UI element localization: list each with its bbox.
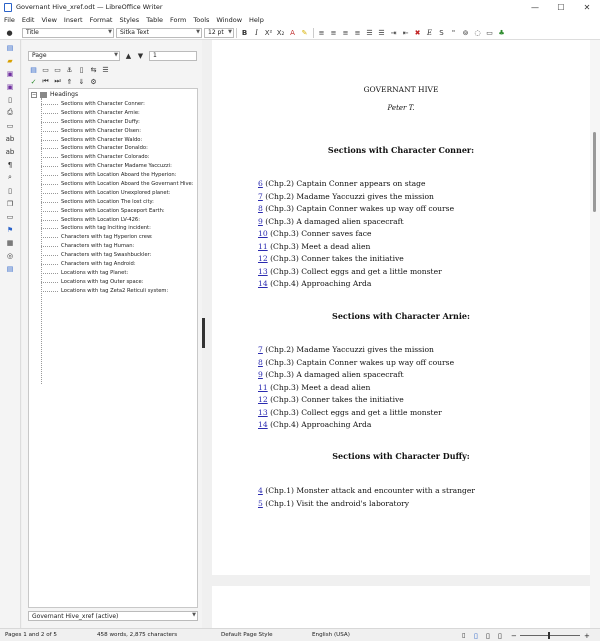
header-icon[interactable]: ▭: [42, 65, 49, 74]
page-link[interactable]: 12: [258, 395, 268, 404]
list-item: [258, 204, 454, 213]
navigate-by-value: Page: [32, 52, 47, 59]
find-icon[interactable]: ⌕: [8, 173, 12, 181]
gallery-icon[interactable]: ▦: [6, 238, 14, 247]
chevron-down-icon: ▼: [108, 28, 112, 35]
collapse-icon[interactable]: −: [32, 91, 37, 98]
align-left-icon[interactable]: ≡: [318, 28, 325, 37]
content-view-icon[interactable]: ▤: [30, 65, 37, 74]
paragraph-style-select[interactable]: [22, 28, 114, 38]
comment-icon[interactable]: ◌: [474, 28, 481, 37]
new-document-icon[interactable]: ▤: [6, 43, 14, 52]
navigator-header-row: [28, 50, 197, 61]
entry-text: (Chp.1) Visit the android's laboratory: [262, 498, 410, 508]
entry-text: (Chp.4) Approaching Arda: [267, 279, 372, 288]
page-link[interactable]: 10: [258, 229, 268, 238]
chevron-down-icon: ▼: [192, 612, 196, 618]
menu-insert[interactable]: Insert: [63, 16, 83, 24]
flag-icon[interactable]: ⚑: [6, 225, 14, 234]
menu-edit[interactable]: Edit: [21, 16, 35, 24]
menu-tools[interactable]: Tools: [193, 16, 210, 24]
menu-view[interactable]: View: [41, 16, 57, 24]
title-bar: [0, 0, 600, 14]
italic-icon[interactable]: I: [255, 28, 258, 37]
chevron-down-icon: ▼: [228, 28, 232, 35]
bold-icon[interactable]: B: [241, 28, 248, 37]
list-item: [258, 179, 426, 188]
menu-table[interactable]: Table: [146, 16, 164, 24]
page-link[interactable]: 6: [258, 179, 263, 188]
superscript-icon[interactable]: X²: [264, 28, 273, 37]
single-page-view-icon[interactable]: ▯: [474, 632, 478, 640]
document-page-2[interactable]: [212, 586, 590, 628]
list-item[interactable]: Sections with Character Colorado:: [61, 153, 194, 162]
window-title: Governant Hive_xref.odt — LibreOffice Writer: [16, 3, 163, 11]
zoom-slider-knob[interactable]: [548, 632, 550, 639]
entry-text: (Chp.3) Meet a dead alien: [267, 382, 371, 392]
comment-box-icon[interactable]: ▭: [6, 212, 14, 221]
page-link[interactable]: 4: [258, 486, 263, 495]
entry-text: (Chp.2) Captain Conner appears on stage: [262, 179, 426, 188]
menu-bar: [0, 14, 600, 26]
print-preview-icon[interactable]: ▭: [6, 121, 14, 130]
page-link[interactable]: 12: [258, 254, 268, 263]
insert-link-icon[interactable]: ⊚: [462, 28, 469, 37]
tree-root-headings[interactable]: [31, 91, 78, 98]
export-pdf-icon[interactable]: ▯: [8, 95, 12, 104]
entry-text: (Chp.3) Conner takes the initiative: [267, 395, 404, 404]
maximize-button[interactable]: ☐: [557, 2, 565, 12]
spelling-icon[interactable]: ab: [5, 134, 15, 143]
list-item[interactable]: Sections with Location The lost city:: [61, 198, 194, 207]
previous-icon[interactable]: ▲: [125, 51, 132, 60]
highlight-icon[interactable]: ✎: [301, 28, 308, 37]
page-number-value: 1: [153, 52, 157, 59]
document-title: GOVERNANT HIVE: [363, 85, 439, 94]
list-item: [258, 370, 404, 379]
vertical-scrollbar[interactable]: [590, 40, 600, 628]
document-select-value: Governant Hive_xref (active): [32, 612, 119, 620]
reminder-icon[interactable]: ▯: [79, 65, 84, 74]
page-link[interactable]: 14: [258, 420, 268, 429]
list-item[interactable]: Locations with tag Planet:: [61, 269, 194, 278]
list-item: [258, 192, 434, 201]
minimize-button[interactable]: —: [531, 2, 539, 12]
page-link[interactable]: 9: [258, 370, 263, 379]
list-item[interactable]: Characters with tag Human:: [61, 242, 194, 251]
entry-text: (Chp.3) Conner saves face: [267, 229, 372, 238]
window-controls: [522, 0, 600, 14]
entry-text: (Chp.2) Madame Yaccuzzi gives the mission: [262, 191, 434, 201]
bullet-list-icon[interactable]: ☰: [366, 28, 373, 37]
list-item: [258, 499, 409, 508]
list-item[interactable]: Sections with Character Conner:: [61, 100, 194, 109]
list-item: [258, 395, 404, 404]
navigator-tools-row-2: [28, 76, 100, 87]
page-link[interactable]: 7: [258, 345, 263, 354]
document-select[interactable]: [28, 611, 198, 621]
justify-icon[interactable]: ≡: [354, 28, 361, 37]
promote-level-icon[interactable]: ⇑: [66, 77, 73, 86]
menu-file[interactable]: File: [4, 16, 15, 24]
menu-styles[interactable]: Styles: [119, 16, 140, 24]
align-right-icon[interactable]: ≡: [342, 28, 349, 37]
list-item: [258, 345, 434, 354]
drag-mode-icon[interactable]: ⇆: [90, 65, 97, 74]
menu-form[interactable]: Form: [170, 16, 187, 24]
delete-icon[interactable]: ✖: [414, 28, 421, 37]
list-item: [258, 254, 404, 263]
list-item[interactable]: Sections with Character Arnie:: [61, 109, 194, 118]
emphasis-icon[interactable]: E: [426, 28, 433, 37]
page-link[interactable]: 11: [258, 382, 268, 392]
demote-chapter-icon[interactable]: ⏭: [54, 77, 61, 85]
entry-text: (Chp.3) A damaged alien spacecraft: [262, 216, 404, 226]
list-item[interactable]: Characters with tag Swashbuckler:: [61, 251, 194, 260]
entry-text: (Chp.3) Captain Conner wakes up way off course: [262, 357, 455, 367]
book-view-icon[interactable]: ▯: [498, 632, 502, 640]
word-count-status[interactable]: 458 words, 2,875 characters: [97, 632, 178, 638]
page-link[interactable]: 8: [258, 204, 263, 213]
page-number-field[interactable]: [149, 51, 197, 61]
list-item[interactable]: Locations with tag Outer space:: [61, 278, 194, 287]
save-as-icon[interactable]: ▣: [6, 82, 14, 91]
list-item: [258, 420, 371, 429]
formatting-marks-icon[interactable]: ¶: [7, 160, 13, 169]
font-name-value: Sitka Text: [120, 29, 149, 36]
document-author: Peter T.: [387, 104, 415, 112]
menu-help[interactable]: Help: [249, 16, 264, 24]
zoom-in-icon[interactable]: +: [584, 632, 590, 640]
extension-icon[interactable]: ♣: [498, 28, 505, 37]
quotation-icon[interactable]: ": [451, 28, 456, 37]
entry-text: (Chp.4) Approaching Arda: [267, 420, 372, 429]
list-item[interactable]: Locations with tag Zeta2 Reticuli system:: [61, 287, 194, 296]
list-item[interactable]: Sections with tag Inciting incident:: [61, 224, 194, 233]
list-item[interactable]: Characters with tag Hyperion crew:: [61, 233, 194, 242]
list-item: [258, 217, 404, 226]
strong-icon[interactable]: S: [439, 28, 444, 37]
toolbar-separator: [236, 28, 237, 38]
navigator-panel: [22, 40, 202, 628]
copy-icon[interactable]: ❐: [6, 199, 14, 208]
font-name-select[interactable]: [116, 28, 202, 38]
open-folder-icon[interactable]: ▰: [7, 56, 13, 65]
section-heading: Sections with Character Arnie:: [332, 311, 470, 321]
list-item[interactable]: Sections with Character Olsen:: [61, 127, 194, 136]
navigate-by-select[interactable]: [28, 51, 120, 61]
tree-connector: [41, 98, 42, 384]
list-item: [258, 279, 371, 288]
page-link[interactable]: 9: [258, 216, 263, 226]
list-item[interactable]: Sections with Character Waldo:: [61, 136, 194, 145]
speech-bubble-icon[interactable]: ●: [6, 28, 13, 37]
page-count-status[interactable]: Pages 1 and 2 of 5: [5, 632, 57, 638]
list-item: [258, 358, 454, 367]
splitter-grip[interactable]: [202, 318, 205, 348]
list-item: [258, 408, 442, 417]
font-color-icon[interactable]: A: [290, 28, 295, 37]
align-center-icon[interactable]: ≡: [330, 28, 337, 37]
page-link[interactable]: 7: [258, 191, 263, 201]
entry-text: (Chp.3) Captain Conner wakes up way off course: [262, 204, 455, 213]
list-item[interactable]: Sections with Character Duffy:: [61, 118, 194, 127]
entry-text: (Chp.1) Monster attack and encounter with a stranger: [262, 486, 476, 495]
tree-items: [61, 100, 194, 296]
list-item[interactable]: Sections with Location Aboard the Hyperion:: [61, 171, 194, 180]
list-item: [258, 229, 372, 238]
tree-root-label: Headings: [50, 91, 79, 98]
footer-icon[interactable]: ▭: [54, 65, 61, 74]
entry-text: (Chp.3) Conner takes the initiative: [267, 254, 404, 263]
list-item[interactable]: Sections with Location Spaceport Earth:: [61, 207, 194, 216]
list-item[interactable]: Characters with tag Android:: [61, 260, 194, 269]
zoom-out-icon[interactable]: −: [511, 632, 517, 640]
check-icon[interactable]: ✓: [30, 77, 37, 86]
demote-level-icon[interactable]: ⇓: [78, 77, 85, 86]
indent-icon[interactable]: ⇥: [390, 28, 397, 37]
entry-text: (Chp.2) Madame Yaccuzzi gives the mission: [262, 345, 434, 354]
list-item[interactable]: Sections with Location Unexplored planet:: [61, 189, 194, 198]
formatting-toolbar: [0, 26, 600, 40]
list-item[interactable]: Sections with Character Madame Yaccuzzi:: [61, 162, 194, 171]
numbered-list-icon[interactable]: ☰: [378, 28, 385, 37]
entry-text: (Chp.3) A damaged alien spacecraft: [262, 370, 404, 379]
heading-levels-icon[interactable]: ☰: [102, 65, 109, 74]
next-icon[interactable]: ▼: [137, 51, 144, 60]
navigator-icon[interactable]: ◎: [6, 251, 14, 260]
paragraph-style-value: Title: [26, 29, 39, 36]
subscript-icon[interactable]: X₂: [276, 28, 285, 37]
list-item: [258, 267, 442, 276]
chevron-down-icon: ▼: [114, 51, 118, 58]
menu-window[interactable]: Window: [216, 16, 243, 24]
sidebar-splitter[interactable]: [202, 40, 212, 628]
page-link[interactable]: 5: [258, 498, 263, 508]
list-item[interactable]: Sections with Location Aboard the Governant Hive:: [61, 181, 194, 188]
writer-app-icon: [4, 3, 12, 12]
chevron-down-icon: ▼: [196, 28, 200, 35]
page-link[interactable]: 13: [258, 266, 268, 276]
autospell-icon[interactable]: ab: [5, 147, 15, 156]
multi-page-view-icon[interactable]: ▯: [486, 632, 490, 640]
entry-text: (Chp.3) Meet a dead alien: [267, 241, 371, 251]
outdent-icon[interactable]: ⇤: [402, 28, 409, 37]
font-size-select[interactable]: [204, 28, 234, 38]
section-heading: Sections with Character Conner:: [327, 145, 475, 155]
menu-format[interactable]: Format: [89, 16, 113, 24]
list-item[interactable]: Sections with Character Donaldo:: [61, 144, 194, 153]
zoom-slider[interactable]: [520, 635, 580, 636]
page-link[interactable]: 13: [258, 407, 268, 417]
page-style-icon[interactable]: ▤: [6, 264, 14, 273]
settings-icon[interactable]: ⚙: [90, 77, 97, 86]
page-style-status[interactable]: Default Page Style: [221, 632, 273, 638]
status-bar: [0, 628, 600, 641]
document-area: [212, 40, 590, 628]
font-size-value: 12 pt: [208, 29, 224, 36]
page-icon[interactable]: ▯: [8, 186, 12, 195]
document-page[interactable]: [212, 40, 590, 575]
headings-icon: [40, 92, 47, 98]
print-icon[interactable]: ⎙: [7, 108, 13, 116]
anchor-icon[interactable]: ⚓: [66, 65, 73, 74]
selection-mode-icon[interactable]: ▯: [462, 632, 466, 639]
list-item[interactable]: Sections with Location LV-426:: [61, 216, 194, 225]
page-link[interactable]: 11: [258, 241, 268, 251]
list-item: [258, 242, 370, 251]
list-item: [258, 486, 475, 495]
page-link[interactable]: 14: [258, 279, 268, 288]
left-sidebar-toolbar: [0, 40, 21, 628]
navigator-tools-row-1: [28, 64, 112, 75]
scrollbar-thumb[interactable]: [593, 132, 596, 212]
toolbar-separator: [313, 28, 314, 38]
page-link[interactable]: 8: [258, 357, 263, 367]
entry-text: (Chp.3) Collect eggs and get a little monster: [267, 407, 442, 417]
promote-chapter-icon[interactable]: ⏮: [42, 77, 49, 85]
close-button[interactable]: ✕: [583, 2, 591, 12]
list-item: [258, 383, 370, 392]
cross-reference-icon[interactable]: ▭: [486, 28, 493, 37]
section-heading: Sections with Character Duffy:: [332, 451, 470, 461]
language-status[interactable]: English (USA): [312, 632, 350, 638]
entry-text: (Chp.3) Collect eggs and get a little monster: [267, 266, 442, 276]
save-icon[interactable]: ▣: [6, 69, 14, 78]
navigator-tree[interactable]: [28, 88, 198, 608]
